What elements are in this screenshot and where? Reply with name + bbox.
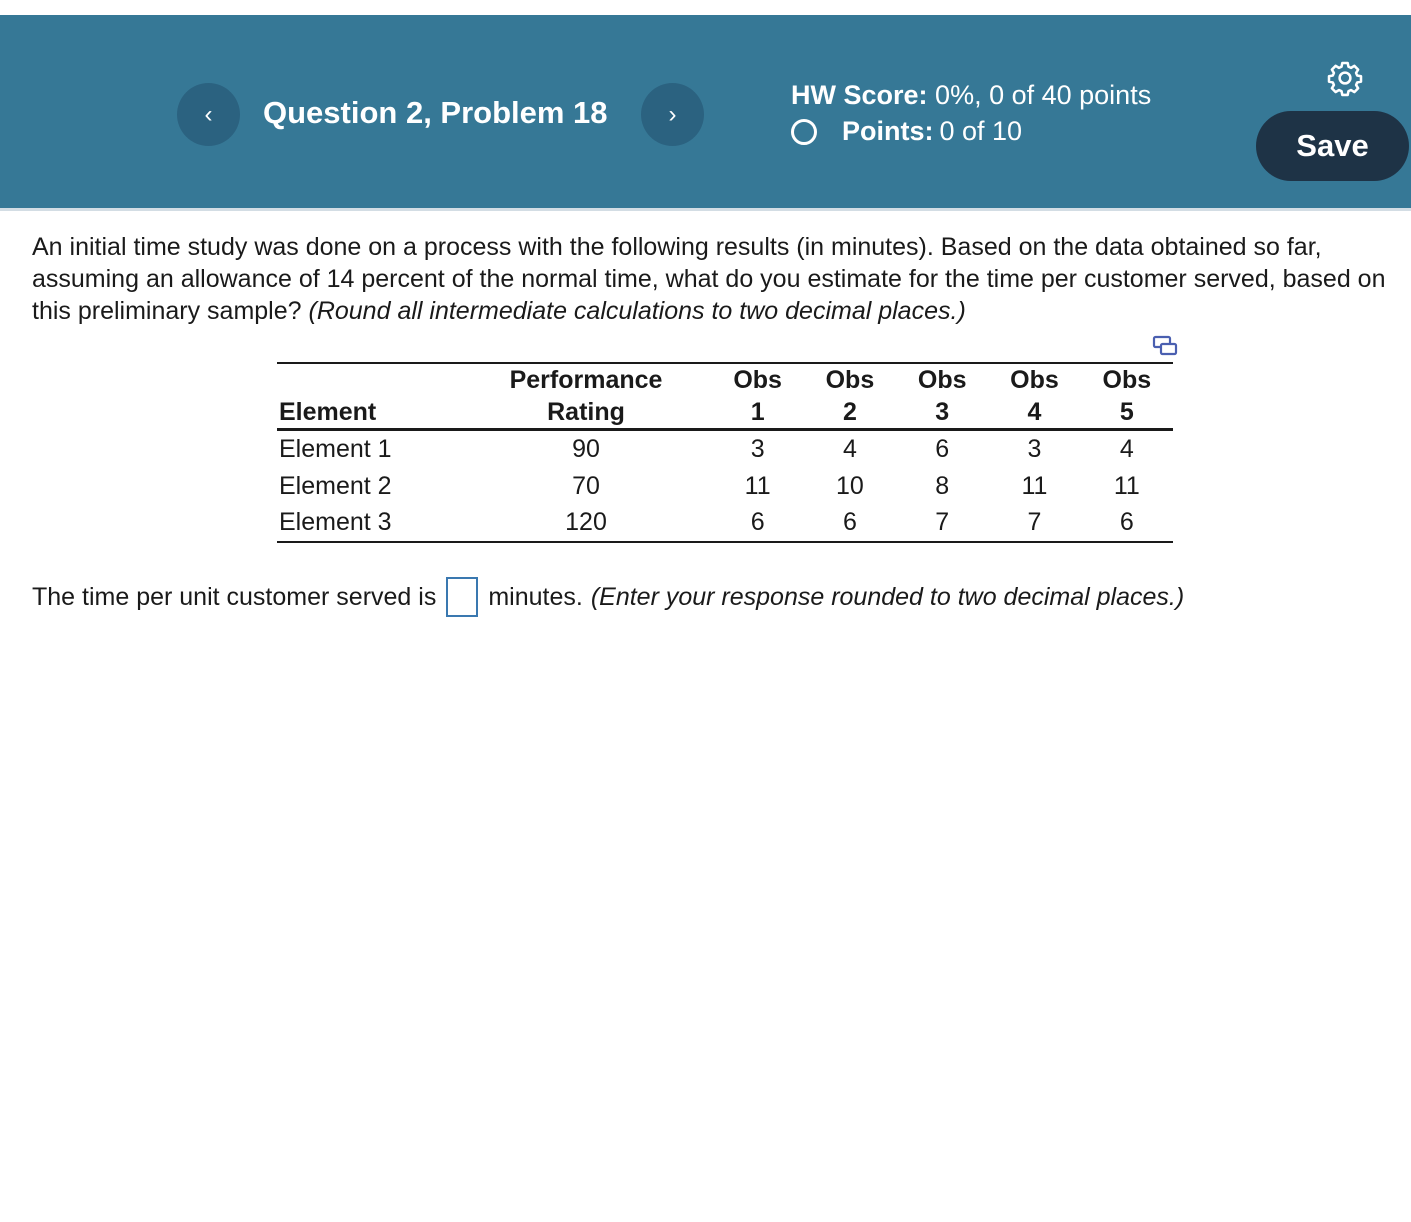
header-cell <box>277 363 461 396</box>
table-cell: 6 <box>1081 504 1173 542</box>
table-cell: 3 <box>1027 435 1042 463</box>
header-cell: Obs <box>896 363 988 396</box>
table-header-row-2 <box>277 396 1173 430</box>
table-cell: 7 <box>988 504 1080 542</box>
table-cell: 6 <box>712 504 804 542</box>
hw-score-value: 0%, 0 of 40 points <box>935 80 1152 110</box>
table-cell: Element 1 <box>279 435 392 463</box>
table-cell: 70 <box>572 471 600 500</box>
table-row <box>277 430 1173 468</box>
answer-input[interactable] <box>446 577 478 617</box>
prompt-instruction: (Round all intermediate calculations to two decimal places.) <box>308 297 966 325</box>
answer-prefix: The time per unit customer served is <box>32 582 437 611</box>
header-cell: Obs <box>712 363 804 396</box>
header-divider <box>0 208 1411 211</box>
chevron-right-icon: › <box>668 100 677 128</box>
table-cell: 120 <box>461 504 712 542</box>
header-cell: 3 <box>935 398 950 426</box>
answer-instruction: (Enter your response rounded to two decimal places.) <box>590 582 1185 611</box>
table-cell: 6 <box>804 504 896 542</box>
table-cell: 8 <box>935 471 950 500</box>
hw-score <box>791 80 1151 111</box>
next-question-button[interactable] <box>641 83 704 146</box>
table-cell: 3 <box>750 435 765 463</box>
header-cell: 2 <box>842 398 857 426</box>
table-cell: 90 <box>572 435 600 463</box>
table-cell: 4 <box>1119 435 1134 463</box>
question-title: Question 2, Problem 18 <box>263 95 608 130</box>
header-cell: Obs <box>1081 363 1173 396</box>
hw-score-label: HW Score: <box>791 80 928 110</box>
header-cell: Rating <box>547 398 625 426</box>
table-cell: 4 <box>842 435 857 463</box>
time-study-table <box>277 362 1173 543</box>
gear-icon[interactable] <box>1326 59 1364 97</box>
answer-line <box>32 577 1184 617</box>
header-cell: Performance <box>461 363 712 396</box>
points-label: Points: <box>842 116 934 146</box>
question-prompt <box>32 231 1408 327</box>
previous-question-button[interactable] <box>177 83 240 146</box>
table-cell: 11 <box>1021 471 1048 500</box>
table-cell: Element 3 <box>277 504 461 542</box>
table-cell: 10 <box>836 471 864 500</box>
answer-suffix: minutes. <box>488 582 583 611</box>
copy-table-icon[interactable] <box>1152 335 1178 357</box>
table-cell: Element 2 <box>279 471 392 500</box>
chevron-left-icon: ‹ <box>204 100 213 128</box>
prompt-text: An initial time study was done on a process with the following results (in minutes). Based on the data obtained so far, assuming an allowance of 14 percent of the normal time, what do you estimate for the time per customer served, based on this preliminary sample? <box>32 233 1386 325</box>
header-cell: Obs <box>804 363 896 396</box>
table-row <box>277 504 1173 542</box>
header-cell: Element <box>279 398 377 426</box>
points-status <box>791 116 1022 147</box>
header-cell: 5 <box>1119 398 1134 426</box>
table-cell: 7 <box>896 504 988 542</box>
header-cell: 4 <box>1027 398 1042 426</box>
header-cell: 1 <box>750 398 765 426</box>
points-value: 0 of 10 <box>939 116 1023 146</box>
table-cell: 11 <box>1113 471 1140 500</box>
header-cell: Obs <box>988 363 1080 396</box>
save-button[interactable]: Save <box>1256 111 1409 181</box>
table-cell: 11 <box>744 471 771 500</box>
table-cell: 6 <box>935 435 950 463</box>
table-header-row-1 <box>277 363 1173 396</box>
table-row <box>277 468 1173 505</box>
status-circle-icon <box>791 119 817 145</box>
